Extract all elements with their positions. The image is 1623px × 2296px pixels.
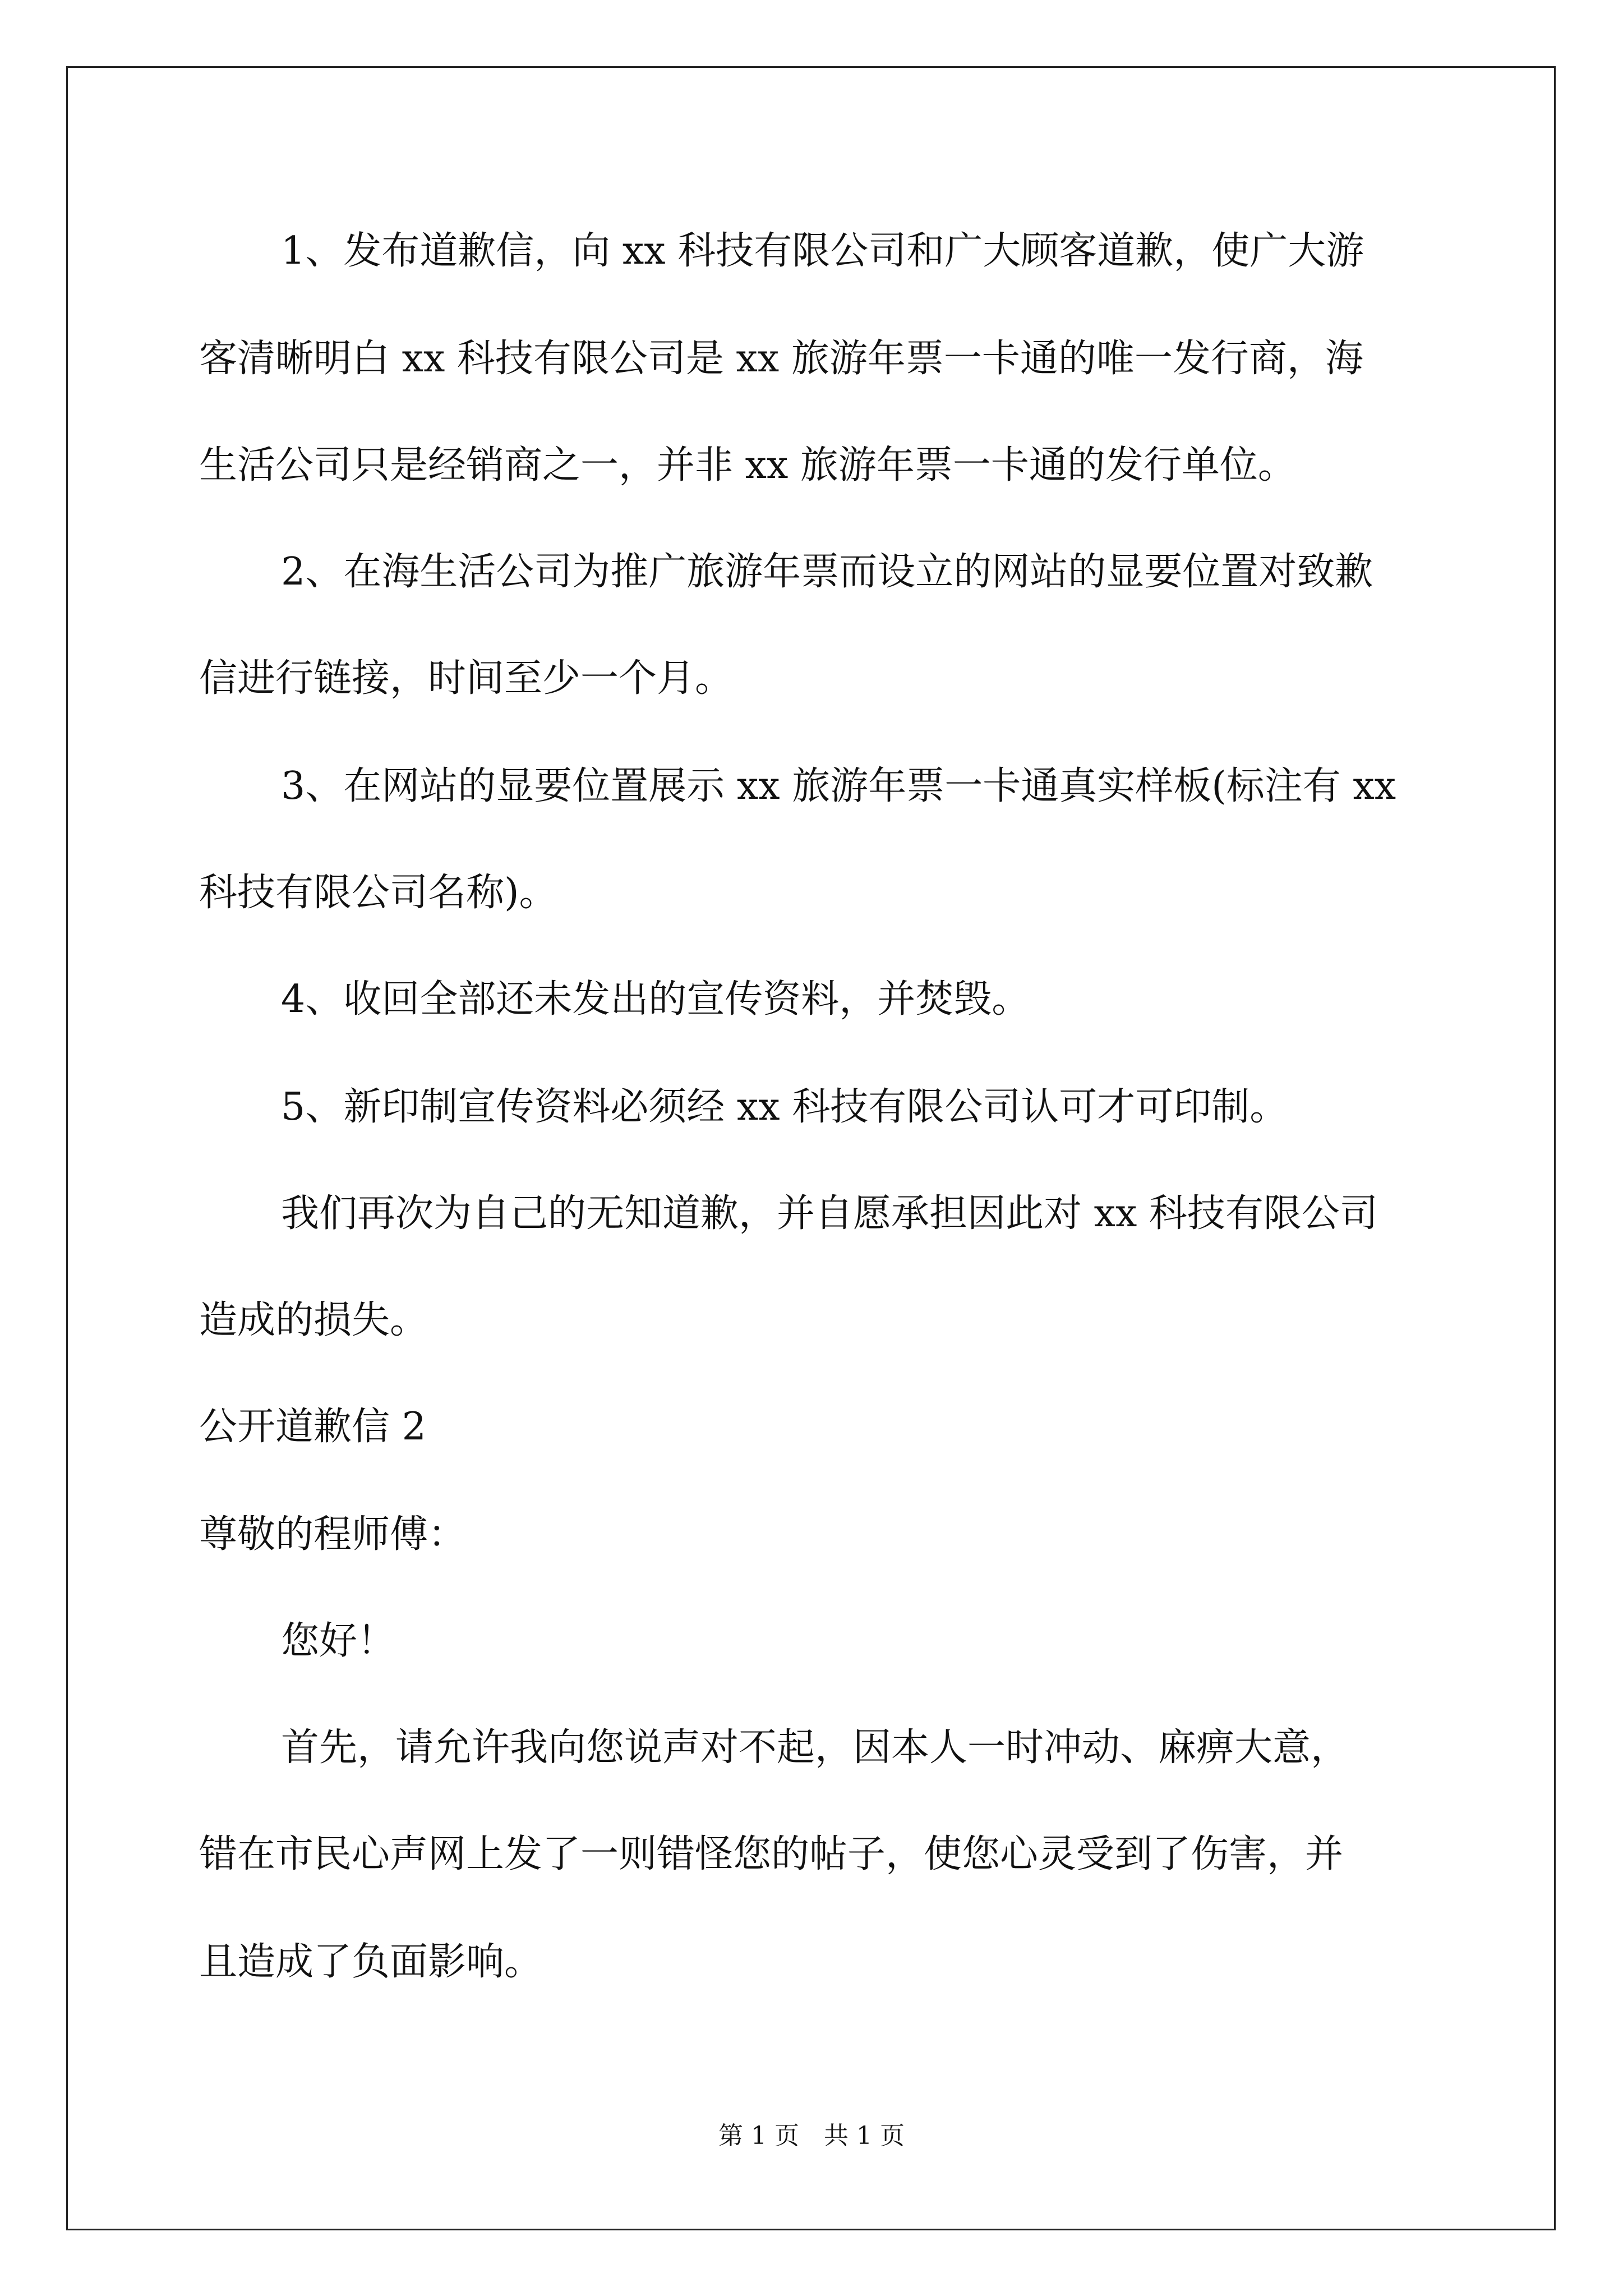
text-line: 且造成了负面影响。 bbox=[199, 1940, 543, 1984]
text-line: 3、在网站的显要位置展示 xx 旅游年票一卡通真实样板(标注有 xx bbox=[281, 764, 1396, 808]
text-line: 生活公司只是经销商之一，并非 xx 旅游年票一卡通的发行单位。 bbox=[199, 443, 1296, 487]
text-line: 错在市民心声网上发了一则错怪您的帖子，使您心灵受到了伤害，并 bbox=[199, 1832, 1344, 1876]
text-line: 1、发布道歉信，向 xx 科技有限公司和广大顾客道歉，使广大游 bbox=[281, 229, 1364, 273]
text-line: 4、收回全部还未发出的宣传资料，并焚毁。 bbox=[281, 977, 1030, 1022]
text-line: 我们再次为自己的无知道歉，并自愿承担因此对 xx 科技有限公司 bbox=[281, 1191, 1378, 1236]
page-footer: 第 1 页 共 1 页 bbox=[718, 2122, 905, 2150]
text-line: 信进行链接，时间至少一个月。 bbox=[199, 656, 734, 701]
page-border bbox=[66, 66, 1556, 2230]
text-line: 2、在海生活公司为推广旅游年票而设立的网站的显要位置对致歉 bbox=[281, 550, 1373, 594]
greeting: 您好！ bbox=[281, 1619, 396, 1663]
section-heading: 公开道歉信 2 bbox=[199, 1405, 426, 1449]
text-line: 5、新印制宣传资料必须经 xx 科技有限公司认可才可印制。 bbox=[281, 1085, 1288, 1129]
text-line: 造成的损失。 bbox=[199, 1298, 428, 1342]
text-line: 首先，请允许我向您说声对不起，因本人一时冲动、麻痹大意， bbox=[281, 1726, 1349, 1770]
salutation: 尊敬的程师傅： bbox=[199, 1512, 467, 1557]
text-line: 科技有限公司名称)。 bbox=[199, 871, 557, 915]
text-line: 客清晰明白 xx 科技有限公司是 xx 旅游年票一卡通的唯一发行商，海 bbox=[199, 337, 1363, 381]
